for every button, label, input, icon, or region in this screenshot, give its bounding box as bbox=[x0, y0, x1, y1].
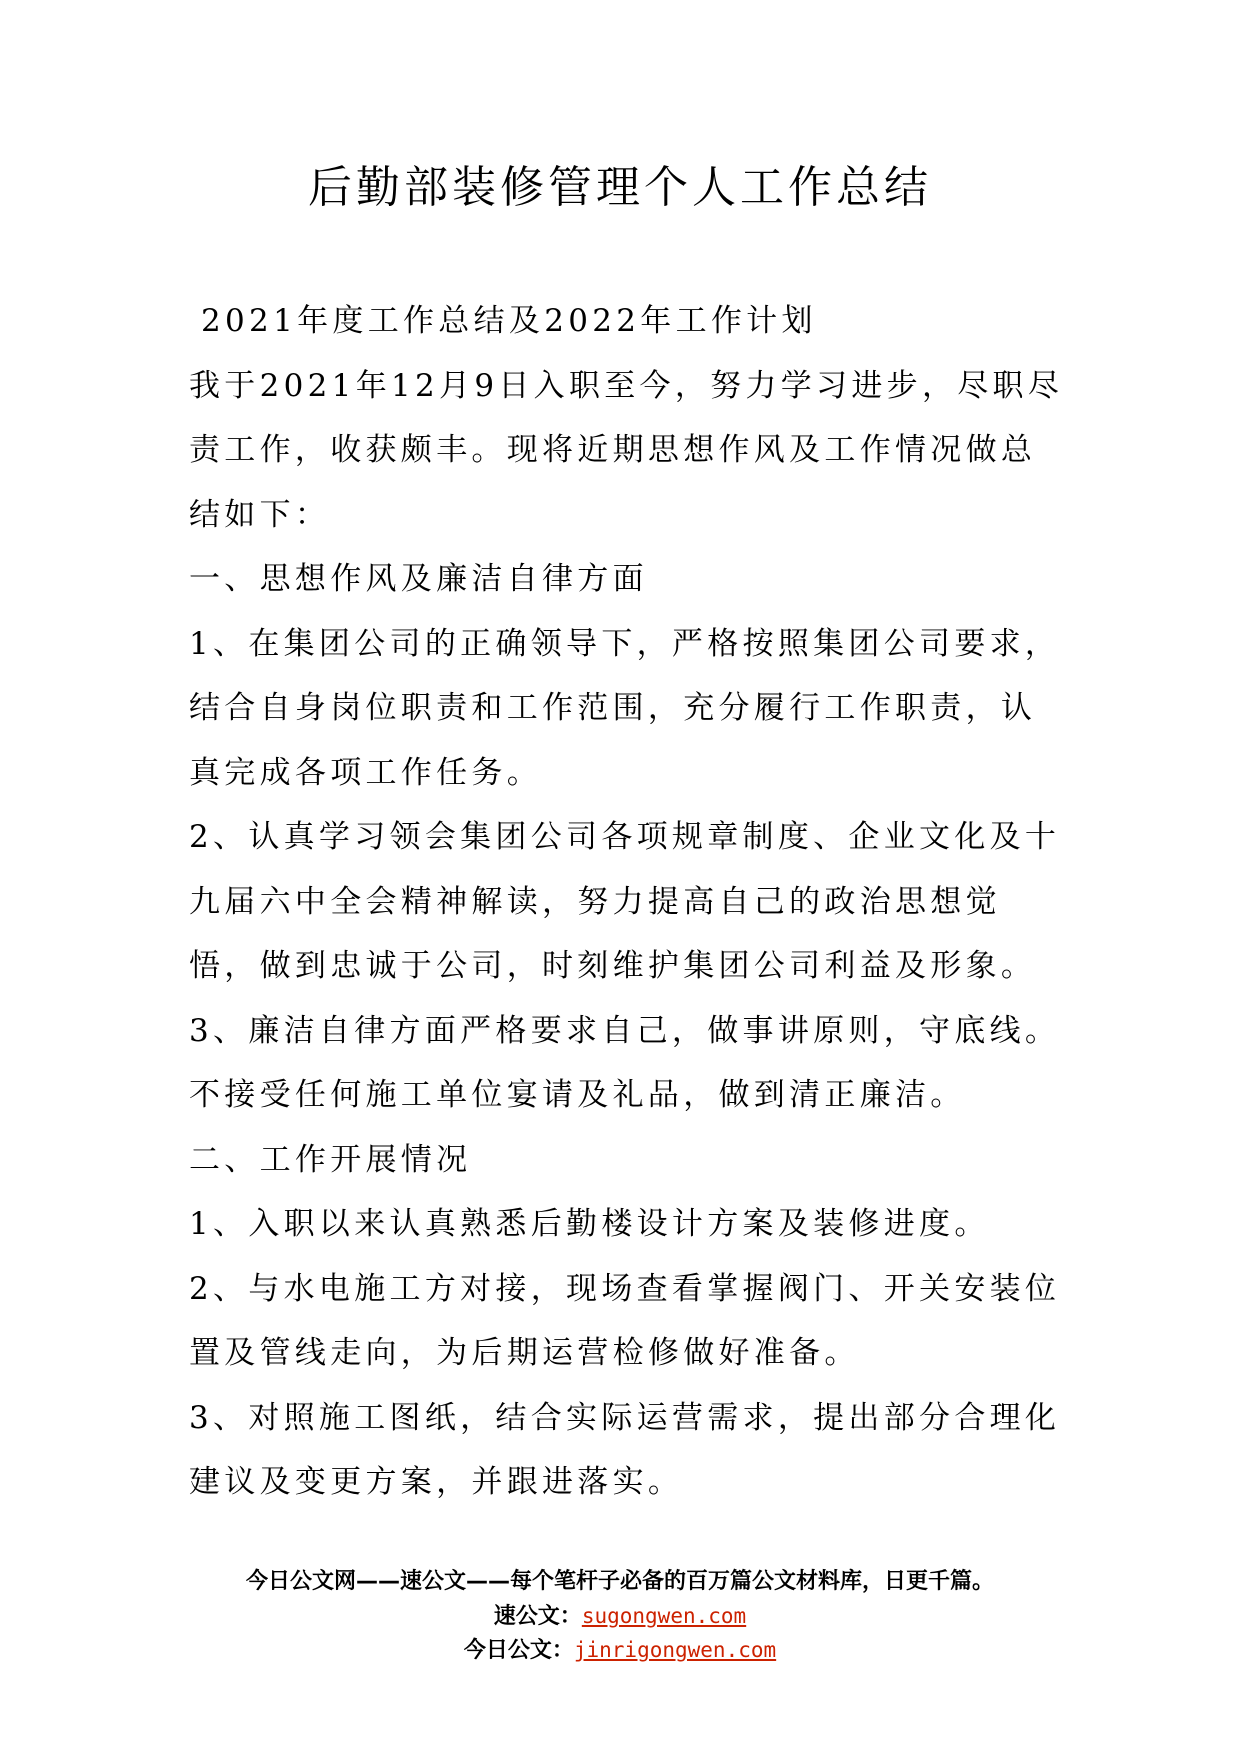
document-title: 后勤部装修管理个人工作总结 bbox=[308, 162, 932, 213]
section-heading-2: 二、工作开展情况 bbox=[189, 1141, 472, 1178]
paragraph-1-3: 3、廉洁自律方面严格要求自己，做事讲原则，守底线。不接受任何施工单位宴请及礼品，做到清正廉洁。 bbox=[189, 1012, 1061, 1113]
document-body bbox=[189, 289, 1069, 1515]
footer-sugongwen bbox=[0, 1600, 1240, 1633]
document-subtitle: 2021年度工作总结及2022年工作计划 bbox=[201, 303, 817, 339]
jinrigongwen-label: 今日公文： bbox=[463, 1638, 574, 1663]
paragraph-intro: 我于2021年12月9日入职至今，努力学习进步，尽职尽责工作，收获颇丰。现将近期思想作风及工作情况做总结如下： bbox=[189, 367, 1064, 533]
paragraph-2-1: 1、入职以来认真熟悉后勤楼设计方案及装修进度。 bbox=[189, 1206, 990, 1242]
footer-slogan: 今日公文网——速公文——每个笔杆子必备的百万篇公文材料库，日更千篇。 bbox=[245, 1569, 994, 1594]
paragraph-1-2: 2、认真学习领会集团公司各项规章制度、企业文化及十九届六中全会精神解读，努力提高自己的政治思想觉悟，做到忠诚于公司，时刻维护集团公司利益及形象。 bbox=[189, 819, 1061, 984]
paragraph-2-2: 2、与水电施工方对接，现场查看掌握阀门、开关安装位置及管线走向，为后期运营检修做好准备。 bbox=[189, 1270, 1061, 1371]
paragraph-1-1: 1、在集团公司的正确领导下，严格按照集团公司要求，结合自身岗位职责和工作范围，充分履行工作职责，认真完成各项工作任务。 bbox=[189, 625, 1061, 791]
jinrigongwen-link[interactable]: jinrigongwen.com bbox=[573, 1638, 777, 1662]
footer-jinrigongwen bbox=[0, 1634, 1240, 1667]
sugongwen-link[interactable]: sugongwen.com bbox=[581, 1604, 747, 1628]
paragraph-2-3: 3、对照施工图纸，结合实际运营需求，提出部分合理化建议及变更方案，并跟进落实。 bbox=[189, 1399, 1061, 1500]
sugongwen-label: 速公文： bbox=[493, 1604, 582, 1629]
section-heading-1: 一、思想作风及廉洁自律方面 bbox=[189, 561, 648, 597]
